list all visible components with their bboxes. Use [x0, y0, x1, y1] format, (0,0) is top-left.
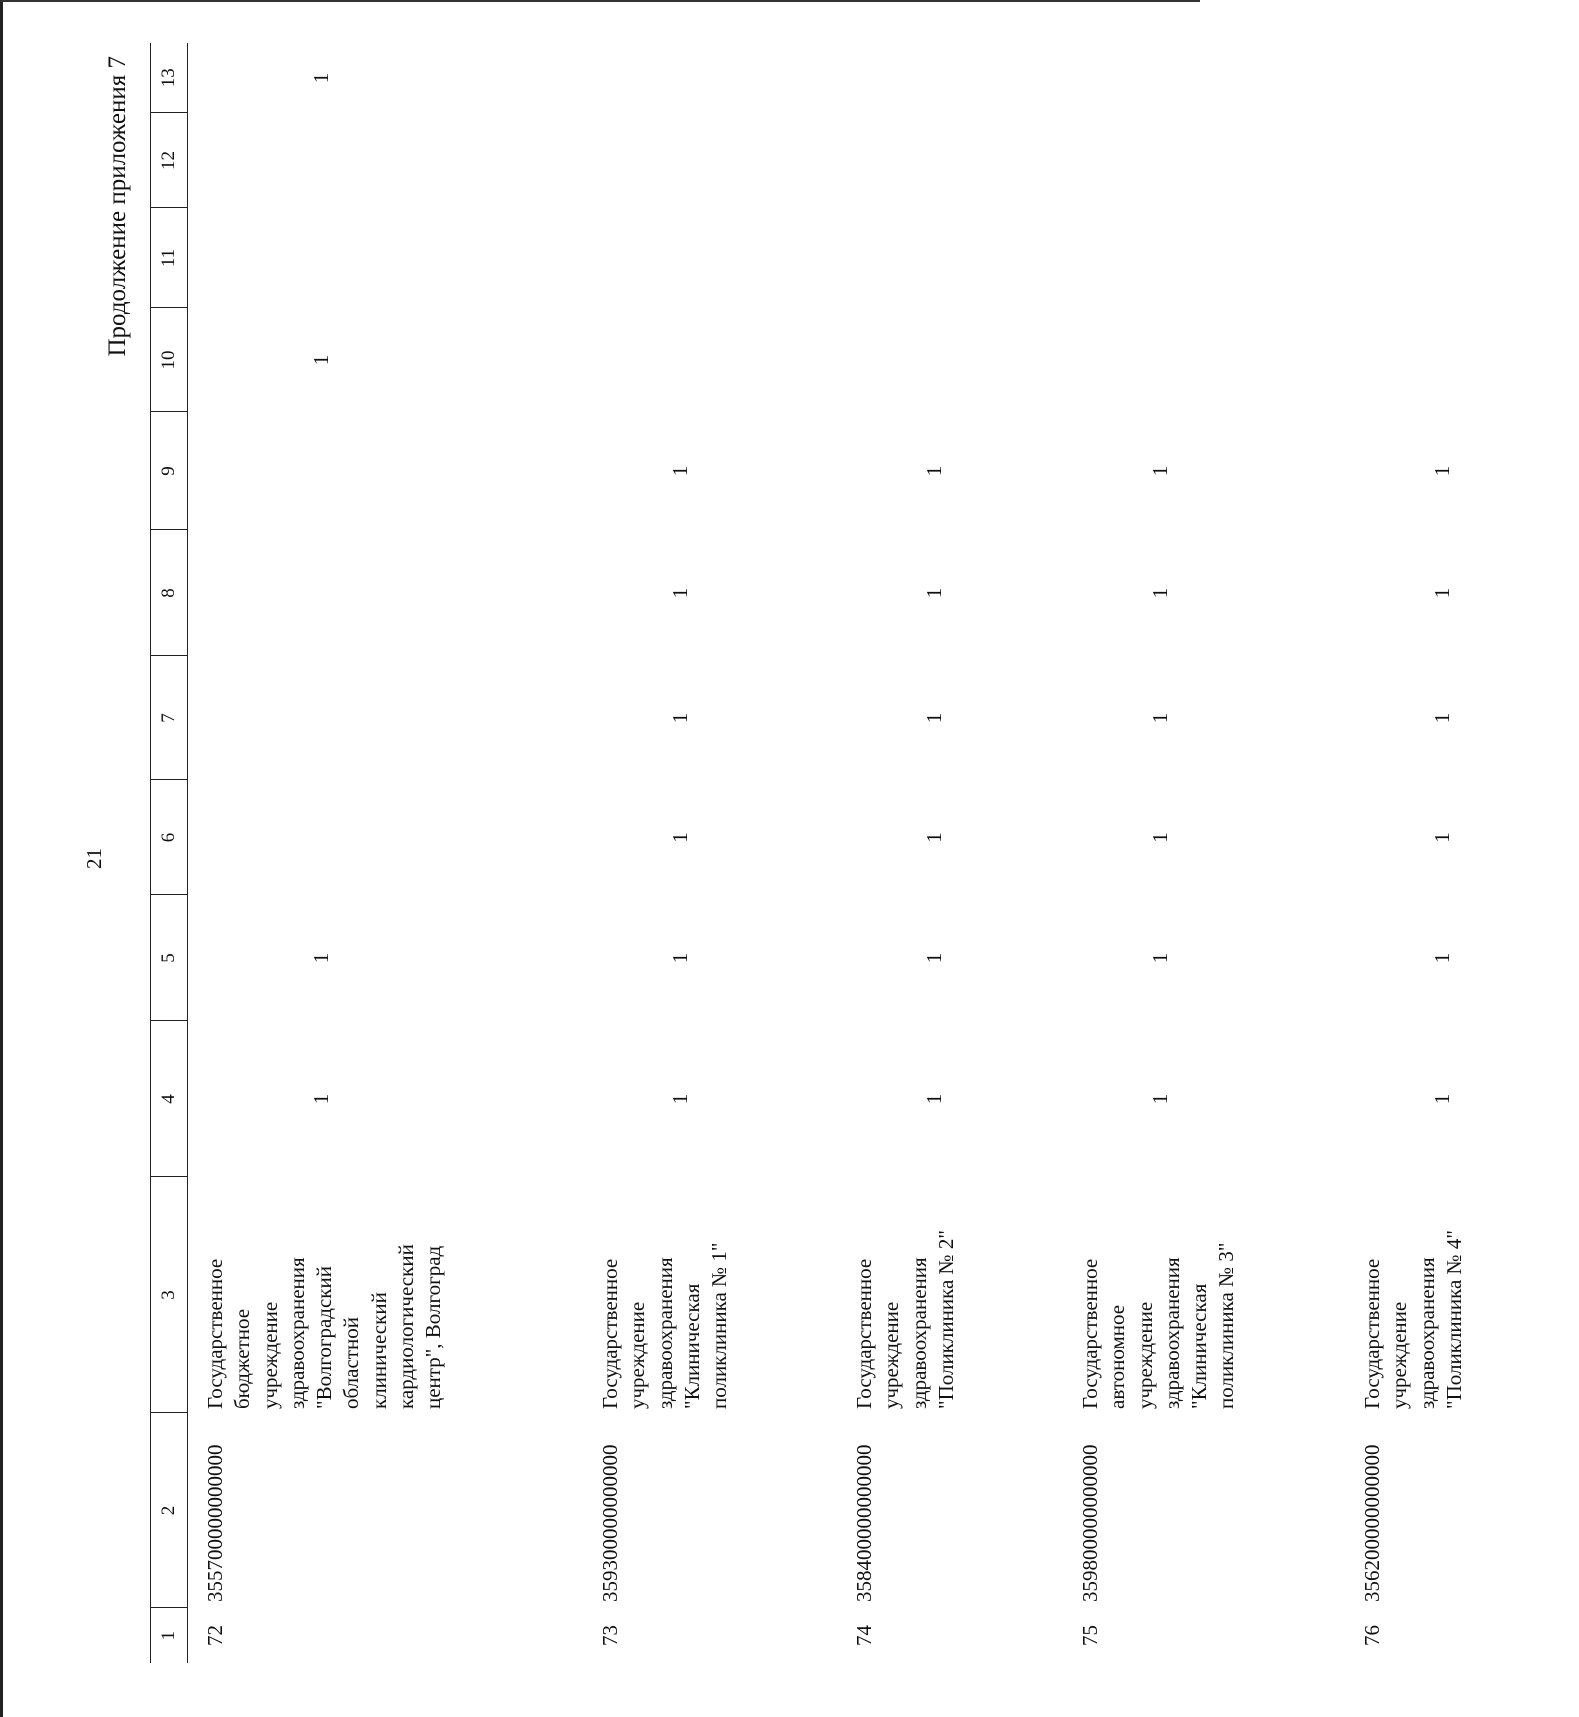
value-cell	[1345, 43, 1579, 113]
value-cell: 1	[1148, 952, 1172, 964]
institution-name	[1345, 1177, 1579, 1413]
value-cell: 1	[922, 465, 946, 477]
column-header: 9	[151, 412, 188, 530]
column-header: 10	[151, 308, 188, 412]
value-cell: 1	[1148, 465, 1172, 477]
institution-name-line: "Поликлиника № 2"	[933, 1230, 958, 1409]
value-cell	[188, 208, 584, 308]
value-cell	[1063, 208, 1345, 308]
institution-name-line: учреждение	[257, 1301, 282, 1409]
institution-code: 358400000000000	[852, 1444, 876, 1602]
row-number: 72	[203, 1625, 227, 1646]
value-cell	[188, 412, 584, 530]
institution-name-line: центр", Волгоград	[421, 1245, 446, 1409]
value-cell: 1	[1430, 587, 1454, 599]
institution-name-line: "Поликлиника № 4"	[1441, 1230, 1466, 1409]
value-cell: 1	[1430, 1093, 1454, 1105]
value-cell: 1	[668, 952, 692, 964]
value-cell	[1345, 308, 1579, 412]
institution-name-line: Государственное	[1078, 1258, 1102, 1409]
institution-name-line: учреждение	[879, 1301, 904, 1409]
value-cell	[1345, 208, 1579, 308]
value-cell	[583, 308, 837, 412]
column-header: 8	[151, 530, 188, 656]
institution-name-line: бюджетное	[230, 1308, 255, 1409]
value-cell: 1	[922, 587, 946, 599]
institution-name	[188, 1177, 584, 1413]
value-cell: 1	[668, 587, 692, 599]
institution-code: 356200000000000	[1360, 1444, 1384, 1602]
institution-name-line: Государственное	[1360, 1258, 1384, 1409]
institution-name-line: "Клиническая	[679, 1283, 704, 1409]
value-cell	[583, 208, 837, 308]
institution-name-line: "Клиническая	[1187, 1283, 1212, 1409]
column-header: 12	[151, 113, 188, 208]
value-cell: 1	[1148, 832, 1172, 843]
column-header: 1	[151, 1608, 188, 1663]
continuation-title: Продолжение приложения 7	[104, 56, 131, 357]
value-cell: 1	[668, 465, 692, 477]
institution-name-line: поликлиника № 3"	[1214, 1242, 1239, 1409]
column-header: 13	[151, 43, 188, 113]
institution-name-line: учреждение	[1387, 1301, 1412, 1409]
institution-name-line: "Волгоградский	[312, 1266, 337, 1409]
column-header: 2	[151, 1413, 188, 1608]
column-header: 4	[151, 1021, 188, 1177]
column-header: 3	[151, 1177, 188, 1413]
value-cell: 1	[668, 1093, 692, 1105]
value-cell	[1063, 113, 1345, 208]
institution-name	[1063, 1177, 1345, 1413]
institution-name-line: Государственное	[203, 1258, 227, 1409]
value-cell	[188, 780, 584, 895]
appendix-table	[150, 43, 1579, 1663]
column-header: 5	[151, 895, 188, 1021]
value-cell	[1063, 43, 1345, 113]
value-cell	[1063, 308, 1345, 412]
value-cell: 1	[309, 354, 333, 366]
table-row	[188, 43, 584, 1663]
page-number: 21	[82, 848, 106, 869]
column-header: 6	[151, 780, 188, 895]
value-cell	[188, 530, 584, 656]
value-cell	[837, 43, 1063, 113]
value-cell: 1	[1430, 832, 1454, 843]
value-cell: 1	[1148, 1093, 1172, 1105]
table-row	[583, 43, 837, 1663]
value-cell: 1	[309, 952, 333, 964]
value-cell	[583, 113, 837, 208]
institution-code: 359800000000000	[1078, 1444, 1102, 1602]
value-cell: 1	[922, 832, 946, 843]
table-row	[1345, 43, 1579, 1663]
value-cell: 1	[922, 1093, 946, 1105]
institution-name-line: здравоохранения	[1414, 1257, 1439, 1409]
value-cell	[837, 208, 1063, 308]
institution-name-line: клинический	[366, 1292, 391, 1409]
value-cell	[837, 113, 1063, 208]
value-cell: 1	[922, 712, 946, 724]
institution-name	[837, 1177, 1063, 1413]
row-number: 75	[1078, 1625, 1102, 1646]
institution-name-line: Государственное	[852, 1258, 876, 1409]
value-cell: 1	[1430, 952, 1454, 964]
institution-name-line: здравоохранения	[1159, 1257, 1184, 1409]
institution-name-line: Государственное	[598, 1258, 622, 1409]
value-cell: 1	[1430, 465, 1454, 477]
table-row	[837, 43, 1063, 1663]
institution-name-line: областной	[339, 1317, 364, 1409]
value-cell	[1345, 113, 1579, 208]
value-cell: 1	[1148, 587, 1172, 599]
institution-code: 355700000000000	[203, 1444, 227, 1602]
row-number: 74	[852, 1625, 876, 1646]
institution-name	[583, 1177, 837, 1413]
column-header: 11	[151, 208, 188, 308]
institution-name-line: поликлиника № 1"	[707, 1242, 732, 1409]
table-header-row	[151, 43, 188, 1663]
institution-name-line: учреждение	[1132, 1301, 1157, 1409]
row-number: 73	[598, 1625, 622, 1646]
row-number: 76	[1360, 1625, 1384, 1646]
value-cell: 1	[1148, 712, 1172, 724]
value-cell	[583, 43, 837, 113]
institution-name-line: здравоохранения	[652, 1257, 677, 1409]
table-row	[1063, 43, 1345, 1663]
value-cell	[837, 308, 1063, 412]
value-cell: 1	[1430, 712, 1454, 724]
institution-name-line: кардиологический	[394, 1244, 419, 1409]
institution-name-line: автономное	[1105, 1304, 1130, 1409]
column-header: 7	[151, 656, 188, 780]
value-cell: 1	[309, 72, 333, 84]
value-cell	[188, 656, 584, 780]
institution-name-line: учреждение	[625, 1301, 650, 1409]
institution-name-line: здравоохранения	[284, 1257, 309, 1409]
value-cell: 1	[922, 952, 946, 964]
value-cell: 1	[309, 1093, 333, 1105]
value-cell: 1	[668, 712, 692, 724]
value-cell	[188, 113, 584, 208]
institution-code: 359300000000000	[598, 1444, 622, 1602]
institution-name-line: здравоохранения	[906, 1257, 931, 1409]
value-cell: 1	[668, 832, 692, 843]
